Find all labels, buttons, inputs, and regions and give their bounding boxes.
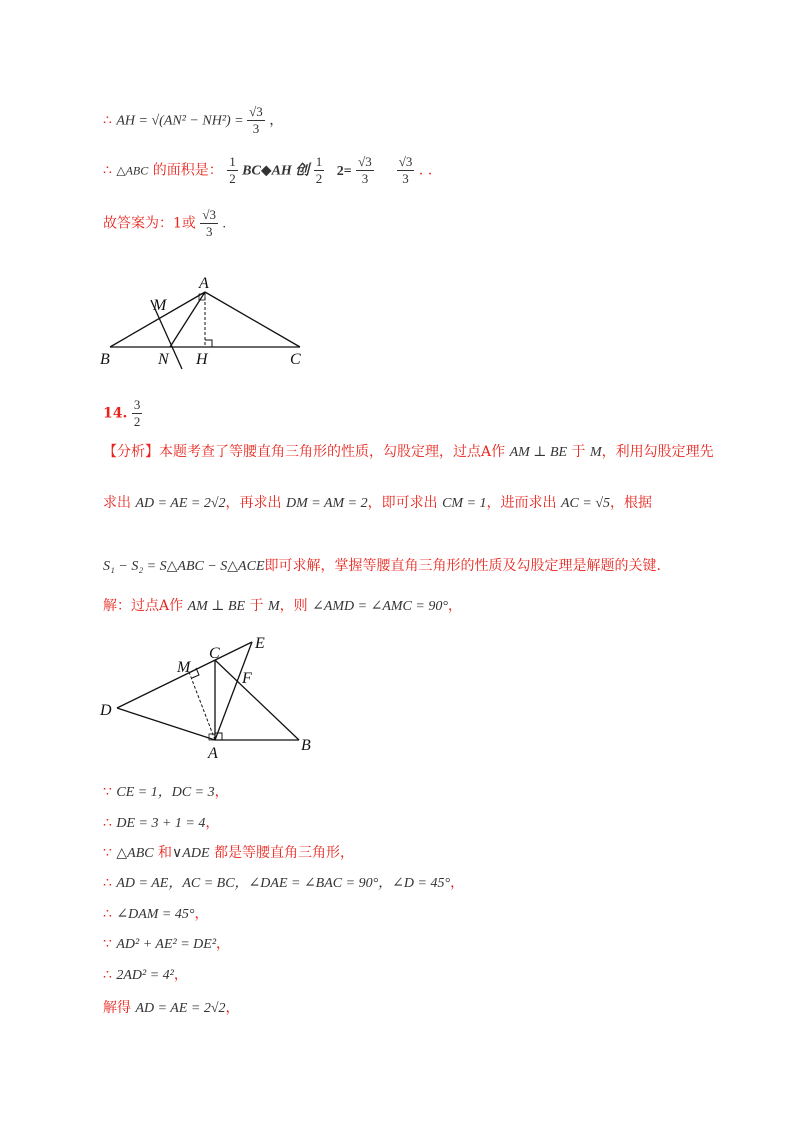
fraction-half-2	[314, 154, 325, 187]
punctuation: ，	[205, 815, 220, 831]
math-triangle-ade: ∨ADE	[172, 846, 210, 861]
fraction-numerator: √3	[249, 104, 263, 119]
answer-fraction	[132, 397, 143, 430]
fraction-denominator: 2	[229, 171, 236, 186]
analysis-text: 本题考查了等腰直角三角形的性质，勾股定理，过点A作	[159, 444, 506, 460]
analysis-line-2	[103, 494, 652, 513]
label-c: C	[209, 645, 220, 662]
label-d: D	[100, 702, 112, 719]
solution-line-1	[103, 597, 462, 616]
fraction-denominator: 3	[402, 171, 409, 186]
step-text: 都是等腰直角三角形，	[213, 845, 354, 861]
punctuation: ，	[269, 113, 284, 129]
math-equalities: AD = AE，AC = BC，∠DAE = ∠BAC = 90°，∠D = 45°	[116, 876, 451, 891]
label-c: C	[290, 351, 301, 368]
label-e: E	[255, 635, 265, 652]
punctuation: ，	[214, 784, 229, 800]
analysis-text: ，进而求出	[486, 495, 557, 511]
figure-triangle-ade	[95, 630, 335, 765]
ah-expression: AH = √(AN² − NH²) =	[116, 113, 248, 129]
fraction-numerator: 1	[229, 154, 236, 169]
segment-am	[189, 672, 215, 740]
solution-text: 解：过点A作	[103, 598, 184, 614]
right-angle-h	[205, 340, 212, 347]
analysis-text: 于	[571, 444, 586, 460]
analysis-label: 【分析】	[103, 444, 159, 460]
analysis-line-1	[103, 443, 714, 462]
punctuation: ，	[173, 967, 188, 983]
fraction-numerator: √3	[398, 154, 413, 169]
punctuation: ，	[194, 906, 209, 922]
therefore-symbol: ∴	[103, 112, 112, 129]
math-m: M	[267, 599, 280, 614]
fraction-denominator: 3	[361, 171, 369, 186]
two-equals: 2=	[336, 163, 352, 179]
math-ac: AC = √5	[561, 496, 611, 511]
label-n: N	[158, 351, 169, 368]
step-7	[103, 966, 188, 985]
area-text: 的面积是：	[152, 162, 223, 179]
analysis-text: ，再求出	[225, 495, 282, 511]
math-ad-ae: AD = AE = 2√2	[135, 496, 226, 511]
question-14	[103, 397, 142, 430]
segment-da	[117, 708, 215, 740]
therefore-symbol: ∴	[103, 906, 112, 922]
because-symbol: ∵	[103, 784, 112, 800]
because-symbol: ∵	[103, 936, 112, 952]
label-m: M	[153, 297, 167, 314]
punctuation: ，	[225, 1000, 240, 1016]
figure-triangle-abc	[95, 272, 325, 372]
analysis-text: 求出	[103, 495, 131, 511]
fraction-denominator: 3	[252, 121, 260, 136]
math-angle-dam: ∠DAM = 45°	[116, 907, 195, 922]
punctuation: ，	[450, 875, 465, 891]
step-4	[103, 874, 464, 893]
fraction-denominator: 2	[315, 171, 323, 186]
label-b: B	[100, 351, 110, 368]
math-de: DE = 3 + 1 = 4	[116, 816, 206, 831]
fraction-numerator: 1	[315, 154, 323, 169]
math-2ad2: 2AD² = 4²	[116, 968, 174, 983]
triangle-abc: △ABC	[116, 163, 149, 178]
fraction-numerator: √3	[202, 207, 217, 222]
solution-text: ，则	[279, 598, 308, 614]
answer-text: 故答案为：1或	[103, 215, 196, 232]
therefore-symbol: ∴	[103, 875, 112, 891]
math-ce-dc: CE = 1，DC = 3	[116, 785, 215, 800]
label-m: M	[177, 659, 191, 676]
fraction-denominator: 3	[205, 224, 213, 239]
solution-text: 于	[249, 598, 264, 614]
because-symbol: ∵	[103, 845, 112, 861]
step-6	[103, 935, 230, 954]
fraction-numerator: √3	[358, 154, 372, 169]
segment-cb	[215, 660, 299, 740]
label-f: F	[242, 670, 252, 687]
punctuation: . .	[418, 162, 433, 179]
step-3	[103, 844, 354, 863]
punctuation: ，	[216, 936, 231, 952]
analysis-text: ，根据	[610, 495, 653, 511]
analysis-text: ，即可求出	[367, 495, 438, 511]
line-ah	[103, 104, 283, 137]
fraction-sqrt3-over-3-a	[356, 154, 374, 187]
math-am-perp-be: AM ⊥ BE	[509, 445, 568, 460]
analysis-text: 即可求解，掌握等腰直角三角形的性质及勾股定理是解题的关键.	[264, 558, 661, 574]
step-8	[103, 999, 240, 1018]
fraction-sqrt3-over-3-b	[397, 154, 415, 187]
step-2	[103, 814, 219, 833]
therefore-symbol: ∴	[103, 815, 112, 831]
analysis-line-3	[103, 557, 661, 576]
step-1	[103, 783, 229, 802]
label-b: B	[301, 737, 311, 754]
math-am-perp-be: AM ⊥ BE	[187, 599, 246, 614]
math-pythagoras: AD² + AE² = DE²	[116, 937, 217, 952]
math-cm: CM = 1	[442, 496, 487, 511]
step-text: 和	[158, 845, 173, 861]
fraction-denominator: 2	[133, 414, 141, 429]
therefore-symbol: ∴	[103, 967, 112, 983]
label-h: H	[196, 351, 208, 368]
therefore-symbol: ∴	[103, 162, 112, 179]
question-number: 14.	[103, 405, 128, 422]
step-5	[103, 905, 208, 924]
analysis-text: ，利用勾股定理先	[601, 444, 714, 460]
fraction-numerator: 3	[133, 397, 141, 412]
math-s1-s2: S₁ − S₂ = S△ABC − S△ACE	[103, 559, 265, 574]
segment-ac	[205, 292, 300, 347]
label-a: A	[199, 275, 209, 292]
math-dm-am: DM = AM = 2	[286, 496, 368, 511]
solve-text: 解得	[103, 1000, 131, 1016]
math-triangle-abc: △ABC	[116, 846, 154, 861]
fraction-sqrt3-over-3	[200, 207, 218, 240]
bc-ah-expression: BC◆AH 创	[242, 163, 310, 179]
line-answer	[103, 207, 226, 240]
line-area	[103, 154, 432, 187]
math-angle-amd: ∠AMD = ∠AMC = 90°	[312, 599, 448, 614]
label-a: A	[208, 745, 218, 762]
solution-text: ，	[447, 598, 462, 614]
fraction-sqrt3-over-3	[247, 104, 265, 137]
fraction-half	[227, 154, 238, 187]
math-ad-ae-result: AD = AE = 2√2	[135, 1001, 226, 1016]
math-m: M	[589, 445, 602, 460]
punctuation: .	[222, 216, 226, 232]
